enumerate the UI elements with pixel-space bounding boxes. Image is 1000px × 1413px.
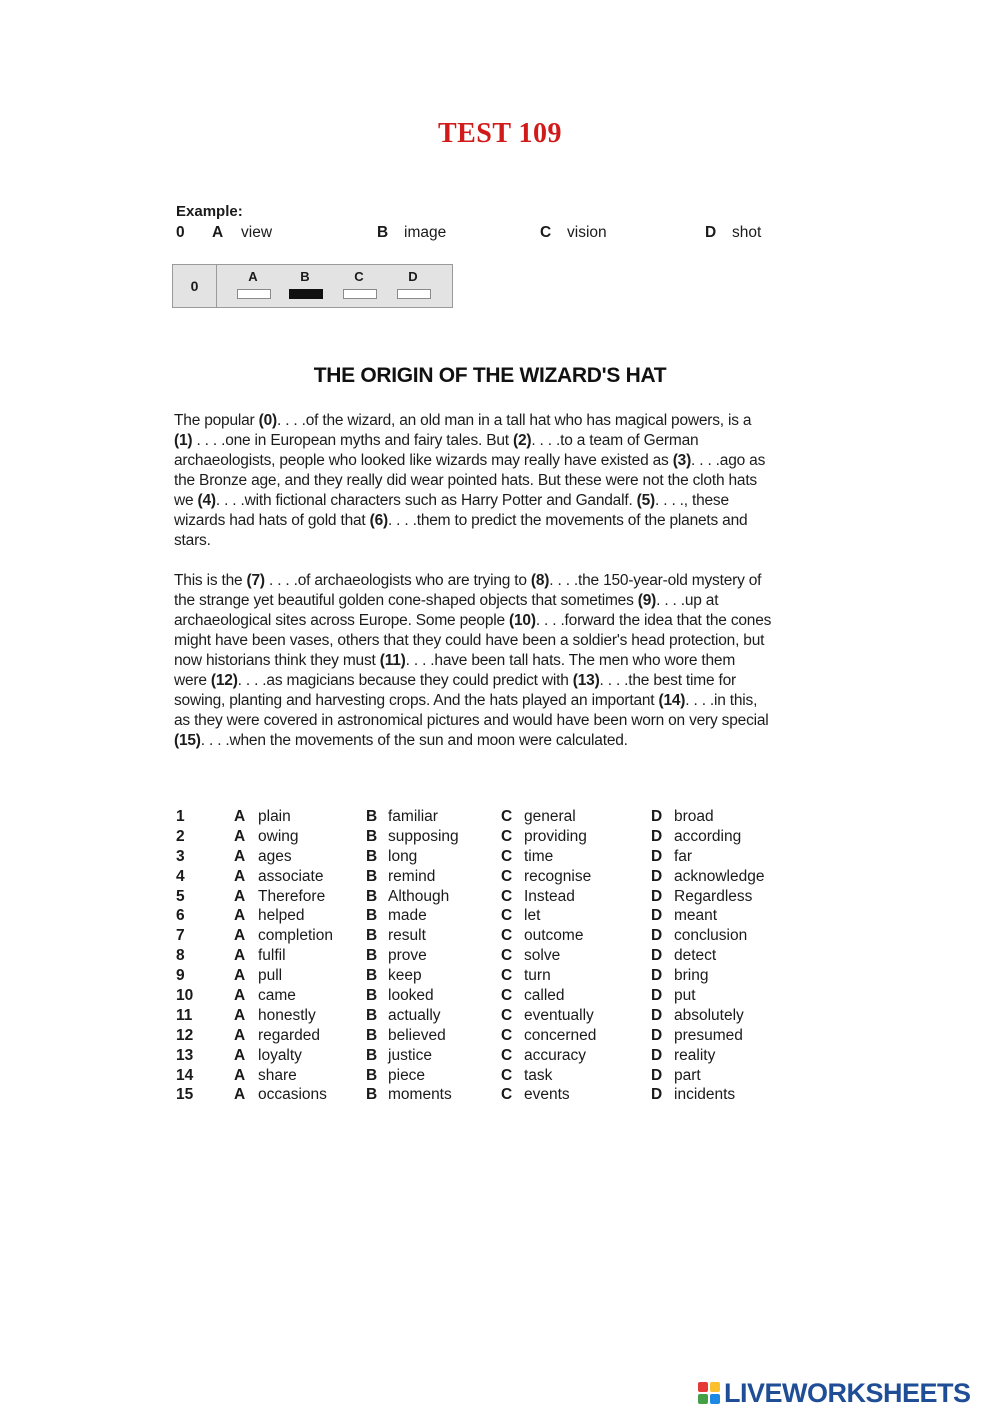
question-row bbox=[176, 1067, 796, 1087]
passage-line bbox=[174, 731, 806, 751]
question-number: 15 bbox=[176, 1086, 194, 1104]
option-word-d: far bbox=[674, 847, 693, 865]
option-word-a: honestly bbox=[258, 1006, 316, 1024]
passage-line bbox=[174, 591, 806, 611]
example-letter-d: D bbox=[705, 224, 717, 241]
passage-text: . . . .as magicians because they could predict with bbox=[237, 672, 573, 689]
option-letter-c: C bbox=[501, 1086, 513, 1104]
answer-grid-letter-d: D bbox=[408, 269, 418, 284]
option-letter-d: D bbox=[651, 1066, 663, 1084]
passage-text: now historians think they must bbox=[174, 652, 380, 669]
option-letter-a: A bbox=[234, 827, 246, 845]
passage-line bbox=[174, 651, 806, 671]
option-letter-d: D bbox=[651, 927, 663, 945]
option-letter-b: B bbox=[366, 887, 378, 905]
answer-grid-letter-b: B bbox=[300, 269, 310, 284]
option-letter-b: B bbox=[366, 947, 378, 965]
option-word-a: completion bbox=[258, 927, 333, 945]
option-letter-c: C bbox=[501, 967, 513, 985]
option-letter-d: D bbox=[651, 1026, 663, 1044]
example-letter-c: C bbox=[540, 224, 552, 241]
option-letter-c: C bbox=[501, 867, 513, 885]
question-row bbox=[176, 848, 796, 868]
example-word-a: view bbox=[241, 224, 273, 241]
option-word-a: plain bbox=[258, 808, 291, 825]
option-word-c: providing bbox=[524, 827, 587, 845]
passage-text: might have been vases, others that they could have been a soldier's head protection, but bbox=[174, 632, 765, 649]
passage-text: . . . .the best time for bbox=[599, 672, 737, 689]
passage-text: as they were covered in astronomical pictures and would have been worn on very special bbox=[174, 712, 769, 729]
option-word-d: put bbox=[674, 987, 696, 1005]
option-word-a: came bbox=[258, 987, 296, 1005]
option-word-c: recognise bbox=[524, 867, 592, 885]
passage-title: THE ORIGIN OF THE WIZARD'S HAT bbox=[313, 364, 667, 387]
option-word-a: pull bbox=[258, 967, 283, 985]
question-row bbox=[176, 1027, 796, 1047]
question-number: 4 bbox=[176, 867, 185, 885]
options-table bbox=[176, 808, 796, 1106]
option-word-a: Therefore bbox=[258, 887, 326, 905]
gap-number: (11) bbox=[379, 652, 406, 669]
passage-text: . . . .with fictional characters such as Harry Potter and Gandalf. bbox=[215, 492, 637, 509]
gap-number: (7) bbox=[246, 572, 265, 589]
option-letter-a: A bbox=[234, 927, 246, 945]
answer-bubble-d[interactable] bbox=[397, 289, 431, 299]
answer-grid-letter-a: A bbox=[248, 269, 258, 284]
option-word-b: looked bbox=[388, 987, 434, 1005]
option-letter-d: D bbox=[651, 967, 663, 985]
question-number: 9 bbox=[176, 967, 185, 985]
question-row bbox=[176, 987, 796, 1007]
option-word-a: ages bbox=[258, 847, 292, 865]
option-word-b: prove bbox=[388, 947, 427, 965]
answer-bubble-c[interactable] bbox=[343, 289, 377, 299]
passage-text: . . . .up at bbox=[656, 592, 719, 609]
question-row bbox=[176, 907, 796, 927]
option-letter-a: A bbox=[234, 1066, 246, 1084]
option-letter-a: A bbox=[234, 1006, 246, 1024]
option-letter-d: D bbox=[651, 1086, 663, 1104]
option-letter-d: D bbox=[651, 1046, 663, 1064]
example-number: 0 bbox=[176, 224, 185, 241]
option-word-a: occasions bbox=[258, 1086, 327, 1104]
passage-line bbox=[174, 511, 806, 531]
example-row bbox=[176, 224, 816, 244]
option-word-a: owing bbox=[258, 827, 299, 845]
option-word-d: detect bbox=[674, 947, 717, 965]
passage-line bbox=[174, 611, 806, 631]
option-letter-c: C bbox=[501, 887, 513, 905]
option-letter-b: B bbox=[366, 1086, 378, 1104]
example-answer-grid bbox=[172, 264, 453, 308]
option-letter-b: B bbox=[366, 927, 378, 945]
gap-number: (14) bbox=[658, 692, 686, 709]
option-letter-a: A bbox=[234, 1026, 246, 1044]
passage-line bbox=[174, 531, 806, 551]
gap-number: (0) bbox=[258, 412, 277, 429]
question-number: 13 bbox=[176, 1046, 194, 1064]
option-letter-c: C bbox=[501, 927, 513, 945]
option-word-a: share bbox=[258, 1066, 297, 1084]
option-word-a: loyalty bbox=[258, 1046, 302, 1064]
option-word-a: helped bbox=[258, 907, 305, 925]
example-label: Example: bbox=[176, 203, 243, 220]
option-letter-d: D bbox=[651, 947, 663, 965]
passage-text: . . . .to a team of German bbox=[531, 432, 699, 449]
option-letter-a: A bbox=[234, 808, 246, 825]
answer-grid-number: 0 bbox=[173, 265, 217, 307]
option-letter-b: B bbox=[366, 867, 378, 885]
question-number: 7 bbox=[176, 927, 185, 945]
passage-line bbox=[174, 451, 806, 471]
gap-number: (5) bbox=[636, 492, 656, 509]
logo-block bbox=[698, 1382, 708, 1392]
option-letter-b: B bbox=[366, 1046, 378, 1064]
passage-line bbox=[174, 491, 806, 511]
option-word-b: keep bbox=[388, 967, 422, 985]
passage-text: . . . .of the wizard, an old man in a tall hat who has magical powers, is a bbox=[276, 412, 752, 429]
option-word-c: concerned bbox=[524, 1026, 597, 1044]
option-word-a: fulfil bbox=[258, 947, 286, 965]
question-row bbox=[176, 1007, 796, 1027]
option-letter-c: C bbox=[501, 827, 513, 845]
question-number: 11 bbox=[176, 1006, 193, 1024]
option-word-d: incidents bbox=[674, 1086, 736, 1104]
passage-text: . . . .forward the idea that the cones bbox=[535, 612, 772, 629]
question-row bbox=[176, 1086, 796, 1106]
option-letter-a: A bbox=[234, 987, 246, 1005]
liveworksheets-logo bbox=[698, 1378, 971, 1408]
question-number: 5 bbox=[176, 887, 185, 905]
option-word-b: result bbox=[388, 927, 426, 945]
logo-block bbox=[710, 1382, 720, 1392]
option-word-c: called bbox=[524, 987, 565, 1005]
question-row bbox=[176, 967, 796, 987]
gap-number: (1) bbox=[174, 432, 193, 449]
passage-text: The popular bbox=[174, 412, 259, 429]
example-word-d: shot bbox=[732, 224, 762, 241]
option-word-b: long bbox=[388, 847, 418, 865]
passage-text: archaeological sites across Europe. Some people bbox=[174, 612, 510, 629]
gap-number: (15) bbox=[174, 732, 201, 749]
option-word-b: remind bbox=[388, 867, 436, 885]
passage-line bbox=[174, 691, 806, 711]
option-word-d: part bbox=[674, 1066, 701, 1084]
passage-text: . . . ., these bbox=[655, 492, 729, 509]
logo-block bbox=[710, 1394, 720, 1404]
option-word-c: accuracy bbox=[524, 1046, 587, 1064]
option-letter-c: C bbox=[501, 1006, 513, 1024]
option-word-d: conclusion bbox=[674, 927, 748, 945]
option-letter-d: D bbox=[651, 887, 663, 905]
option-word-b: made bbox=[388, 907, 427, 925]
gap-number: (12) bbox=[210, 672, 238, 689]
option-letter-c: C bbox=[501, 987, 513, 1005]
passage-text: . . . .one in European myths and fairy tales. But bbox=[192, 432, 513, 449]
gap-number: (2) bbox=[513, 432, 532, 449]
passage-text: This is the bbox=[174, 572, 247, 589]
passage-text: stars. bbox=[174, 532, 211, 549]
passage-text: . . . .when the movements of the sun and moon were calculated. bbox=[200, 732, 628, 749]
passage-line bbox=[174, 431, 806, 451]
option-letter-d: D bbox=[651, 907, 663, 925]
option-word-d: bring bbox=[674, 967, 709, 985]
option-word-d: broad bbox=[674, 808, 714, 825]
question-row bbox=[176, 888, 796, 908]
gap-number: (9) bbox=[637, 592, 657, 609]
question-row bbox=[176, 808, 796, 828]
option-letter-c: C bbox=[501, 947, 513, 965]
passage-text: were bbox=[174, 672, 211, 689]
question-row bbox=[176, 868, 796, 888]
option-letter-d: D bbox=[651, 867, 663, 885]
option-letter-d: D bbox=[651, 808, 663, 825]
gap-number: (13) bbox=[572, 672, 600, 689]
answer-grid-letter-c: C bbox=[354, 269, 364, 284]
gap-number: (3) bbox=[672, 452, 692, 469]
option-word-d: absolutely bbox=[674, 1006, 744, 1024]
option-letter-a: A bbox=[234, 967, 246, 985]
option-letter-b: B bbox=[366, 1006, 378, 1024]
question-row bbox=[176, 1047, 796, 1067]
passage-text: wizards had hats of gold that bbox=[174, 512, 370, 529]
option-word-d: according bbox=[674, 827, 742, 845]
option-word-b: actually bbox=[388, 1006, 441, 1024]
option-letter-c: C bbox=[501, 847, 513, 865]
option-letter-b: B bbox=[366, 808, 378, 825]
option-letter-a: A bbox=[234, 947, 246, 965]
passage-text: we bbox=[174, 492, 198, 509]
passage-text: the strange yet beautiful golden cone-shaped objects that sometimes bbox=[174, 592, 638, 609]
option-letter-c: C bbox=[501, 1046, 513, 1064]
question-row bbox=[176, 927, 796, 947]
passage-paragraph-1 bbox=[174, 411, 806, 551]
option-word-a: associate bbox=[258, 867, 324, 885]
question-number: 6 bbox=[176, 907, 185, 925]
option-letter-a: A bbox=[234, 907, 246, 925]
answer-bubble-b[interactable] bbox=[289, 289, 323, 299]
option-word-c: solve bbox=[524, 947, 561, 965]
option-word-b: supposing bbox=[388, 827, 459, 845]
option-letter-c: C bbox=[501, 1066, 513, 1084]
question-number: 3 bbox=[176, 847, 185, 865]
option-letter-b: B bbox=[366, 907, 378, 925]
option-word-c: task bbox=[524, 1066, 553, 1084]
passage-text: archaeologists, people who looked like wizards may really have existed as bbox=[174, 452, 673, 469]
option-word-c: outcome bbox=[524, 927, 584, 945]
gap-number: (8) bbox=[530, 572, 550, 589]
example-letter-b: B bbox=[377, 224, 389, 241]
option-letter-a: A bbox=[234, 887, 246, 905]
passage-line bbox=[174, 571, 806, 591]
option-word-c: events bbox=[524, 1086, 570, 1104]
option-word-d: reality bbox=[674, 1046, 716, 1064]
question-number: 1 bbox=[176, 808, 185, 825]
question-number: 10 bbox=[176, 987, 194, 1005]
example-word-c: vision bbox=[567, 224, 607, 241]
option-word-d: Regardless bbox=[674, 887, 753, 905]
option-word-c: let bbox=[524, 907, 541, 925]
option-word-c: turn bbox=[524, 967, 551, 985]
logo-mark-icon bbox=[698, 1382, 720, 1404]
option-letter-a: A bbox=[234, 1046, 246, 1064]
option-letter-d: D bbox=[651, 1006, 663, 1024]
option-letter-b: B bbox=[366, 1066, 378, 1084]
option-word-d: meant bbox=[674, 907, 718, 925]
option-letter-c: C bbox=[501, 1026, 513, 1044]
option-letter-a: A bbox=[234, 1086, 246, 1104]
option-letter-b: B bbox=[366, 987, 378, 1005]
option-word-b: piece bbox=[388, 1066, 426, 1084]
option-word-b: moments bbox=[388, 1086, 452, 1104]
option-word-c: Instead bbox=[524, 887, 575, 905]
passage-text: . . . .have been tall hats. The men who wore them bbox=[405, 652, 736, 669]
example-letter-a: A bbox=[212, 224, 224, 241]
option-word-a: regarded bbox=[258, 1026, 321, 1044]
logo-text: LIVEWORKSHEETS bbox=[724, 1377, 971, 1408]
option-letter-d: D bbox=[651, 847, 663, 865]
example-word-b: image bbox=[404, 224, 447, 241]
passage-text: . . . .them to predict the movements of the planets and bbox=[387, 512, 748, 529]
gap-number: (4) bbox=[197, 492, 216, 509]
option-letter-b: B bbox=[366, 847, 378, 865]
logo-block bbox=[698, 1394, 708, 1404]
option-letter-b: B bbox=[366, 1026, 378, 1044]
option-letter-c: C bbox=[501, 808, 513, 825]
passage-paragraph-2 bbox=[174, 571, 806, 751]
option-letter-b: B bbox=[366, 967, 378, 985]
option-word-b: familiar bbox=[388, 808, 438, 825]
option-word-c: eventually bbox=[524, 1006, 594, 1024]
question-row bbox=[176, 947, 796, 967]
test-title: TEST 109 bbox=[437, 118, 563, 149]
option-letter-d: D bbox=[651, 987, 663, 1005]
option-letter-d: D bbox=[651, 827, 663, 845]
passage-line bbox=[174, 471, 806, 491]
option-letter-c: C bbox=[501, 907, 513, 925]
question-number: 14 bbox=[176, 1066, 194, 1084]
question-row bbox=[176, 828, 796, 848]
question-number: 12 bbox=[176, 1026, 194, 1044]
question-number: 2 bbox=[176, 827, 185, 845]
option-word-c: general bbox=[524, 808, 576, 825]
passage-text: . . . .of archaeologists who are trying to bbox=[264, 572, 531, 589]
option-word-b: justice bbox=[388, 1046, 432, 1064]
passage-line bbox=[174, 411, 806, 431]
passage-text: sowing, planting and harvesting crops. And the hats played an important bbox=[174, 692, 659, 709]
passage-text: . . . .in this, bbox=[685, 692, 758, 709]
passage-line bbox=[174, 671, 806, 691]
option-letter-a: A bbox=[234, 867, 246, 885]
question-number: 8 bbox=[176, 947, 185, 965]
gap-number: (6) bbox=[369, 512, 388, 529]
passage-line bbox=[174, 711, 806, 731]
option-word-b: Although bbox=[388, 887, 450, 905]
answer-bubble-a[interactable] bbox=[237, 289, 271, 299]
option-word-c: time bbox=[524, 847, 554, 865]
option-letter-a: A bbox=[234, 847, 246, 865]
passage-line bbox=[174, 631, 806, 651]
passage-text: the Bronze age, and they really did wear pointed hats. But these were not the cloth hats bbox=[174, 472, 757, 489]
passage-text: . . . .the 150-year-old mystery of bbox=[549, 572, 762, 589]
passage-text: . . . .ago as bbox=[691, 452, 766, 469]
option-word-d: presumed bbox=[674, 1026, 743, 1044]
gap-number: (10) bbox=[509, 612, 536, 629]
option-word-d: acknowledge bbox=[674, 867, 765, 885]
option-letter-b: B bbox=[366, 827, 378, 845]
option-word-b: believed bbox=[388, 1026, 446, 1044]
